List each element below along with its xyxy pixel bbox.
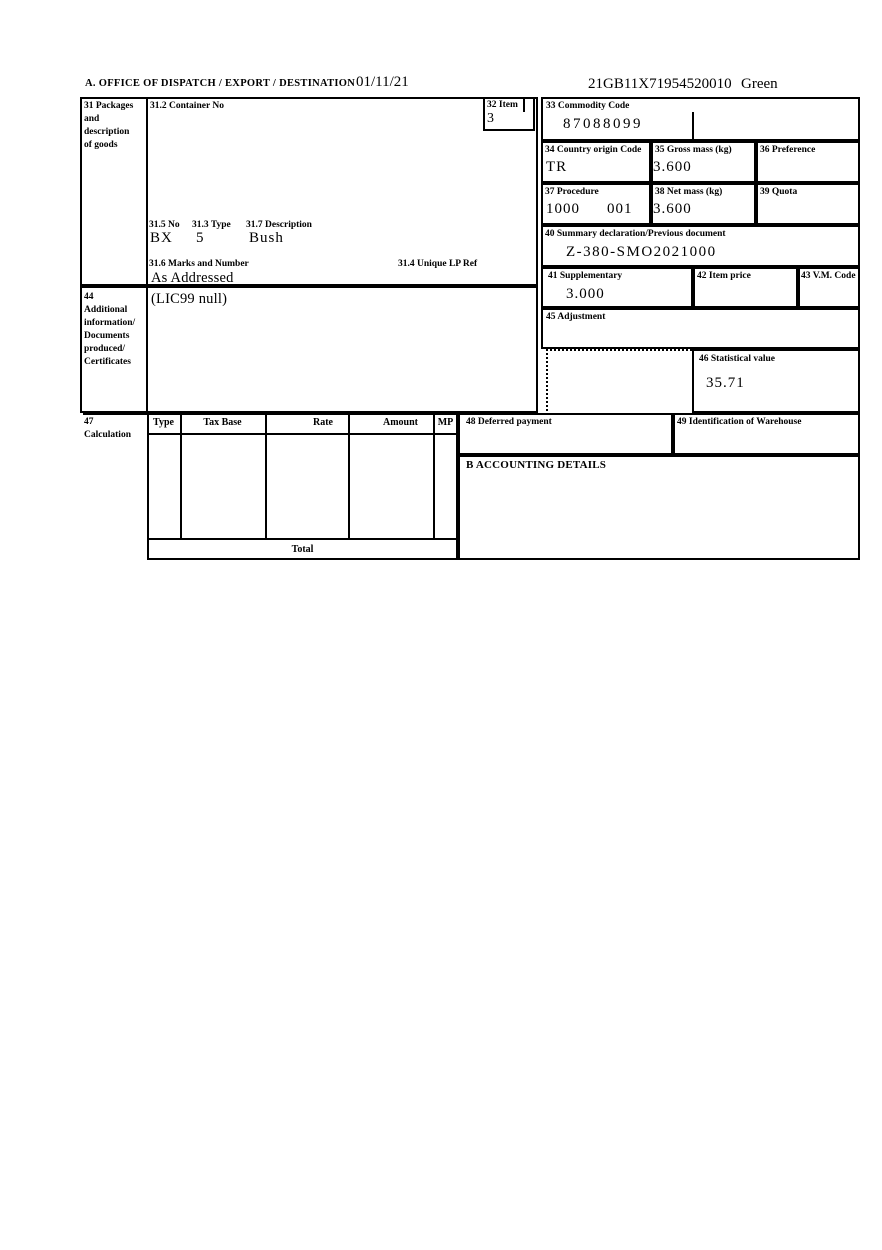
net-mass-value: 3.600 [653,201,692,217]
calc-header-rate: Rate [313,417,333,428]
statistical-dotted-region [546,349,692,411]
commodity-code-value: 87088099 [563,116,643,132]
calculation-label: 47 Calculation [84,417,131,440]
calc-header-underline [147,433,458,435]
box33-divider-line [692,112,694,139]
procedure-label: 37 Procedure [545,187,599,197]
calculation-row-topline [83,413,147,415]
gross-mass-label: 35 Gross mass (kg) [655,145,732,155]
deferred-payment-label: 48 Deferred payment [466,417,552,427]
item-price-label: 42 Item price [697,271,751,281]
box32-divider-line [523,99,525,112]
additional-information-value: (LIC99 null) [151,291,228,307]
commodity-code-label: 33 Commodity Code [546,101,630,111]
calc-header-type: Type [153,417,174,428]
calc-total-topline [147,538,458,540]
gross-mass-value: 3.600 [653,159,692,175]
box44-label: 44 Additional information/ Documents produced/ Certificates [84,292,136,367]
vm-code-label: 43 V.M. Code [801,271,856,281]
calc-total-label: Total [291,544,314,555]
package-type-label: 31.3 Type [192,220,231,230]
statistical-value-label: 46 Statistical value [699,354,775,364]
calc-header-tax-base: Tax Base [203,417,242,428]
supplementary-label: 41 Supplementary [548,271,623,281]
procedure-value-1: 1000 [546,201,580,217]
adjustment-label: 45 Adjustment [546,312,606,322]
box31-goods-cell [146,97,538,286]
accounting-details-label: B ACCOUNTING DETAILS [466,459,607,471]
box31-label: 31 Packages and description of goods [84,101,134,150]
warehouse-id-label: 49 Identification of Warehouse [677,417,802,427]
calc-col-line-4 [433,413,435,538]
supplementary-value: 3.000 [566,286,605,302]
marks-and-number-label: 31.6 Marks and Number [149,259,249,269]
package-description-value: Bush [249,230,284,246]
marks-and-number-value: As Addressed [151,270,234,286]
calc-col-line-3 [348,413,350,538]
unique-lp-ref-label: 31.4 Unique LP Ref [398,259,478,269]
calc-col-line-2 [265,413,267,538]
country-origin-value: TR [546,159,568,175]
package-type-value: 5 [196,230,205,246]
declaration-reference-value: 21GB11X71954520010 [588,76,732,92]
package-description-label: 31.7 Description [246,220,312,230]
statistical-value: 35.71 [706,375,745,391]
item-number-value: 3 [487,111,495,126]
office-of-dispatch-label: A. OFFICE OF DISPATCH / EXPORT / DESTINATION [85,78,356,89]
calc-header-amount: Amount [382,417,418,428]
country-origin-label: 34 Country origin Code [545,145,642,155]
procedure-value-2: 001 [607,201,633,217]
item-label: 32 Item [487,100,518,110]
summary-declaration-label: 40 Summary declaration/Previous document [545,229,726,239]
calc-col-line-1 [180,413,182,538]
summary-declaration-value: Z-380-SMO2021000 [566,244,717,260]
preference-label: 36 Preference [760,145,816,155]
calc-header-mp: MP [437,417,454,428]
net-mass-label: 38 Net mass (kg) [655,187,723,197]
package-no-value: BX [150,230,173,246]
package-no-label: 31.5 No [149,220,180,230]
container-no-label: 31.2 Container No [150,101,224,111]
routing-status-value: Green [741,76,778,92]
dispatch-date-value: 01/11/21 [356,74,409,90]
quota-label: 39 Quota [760,187,798,197]
